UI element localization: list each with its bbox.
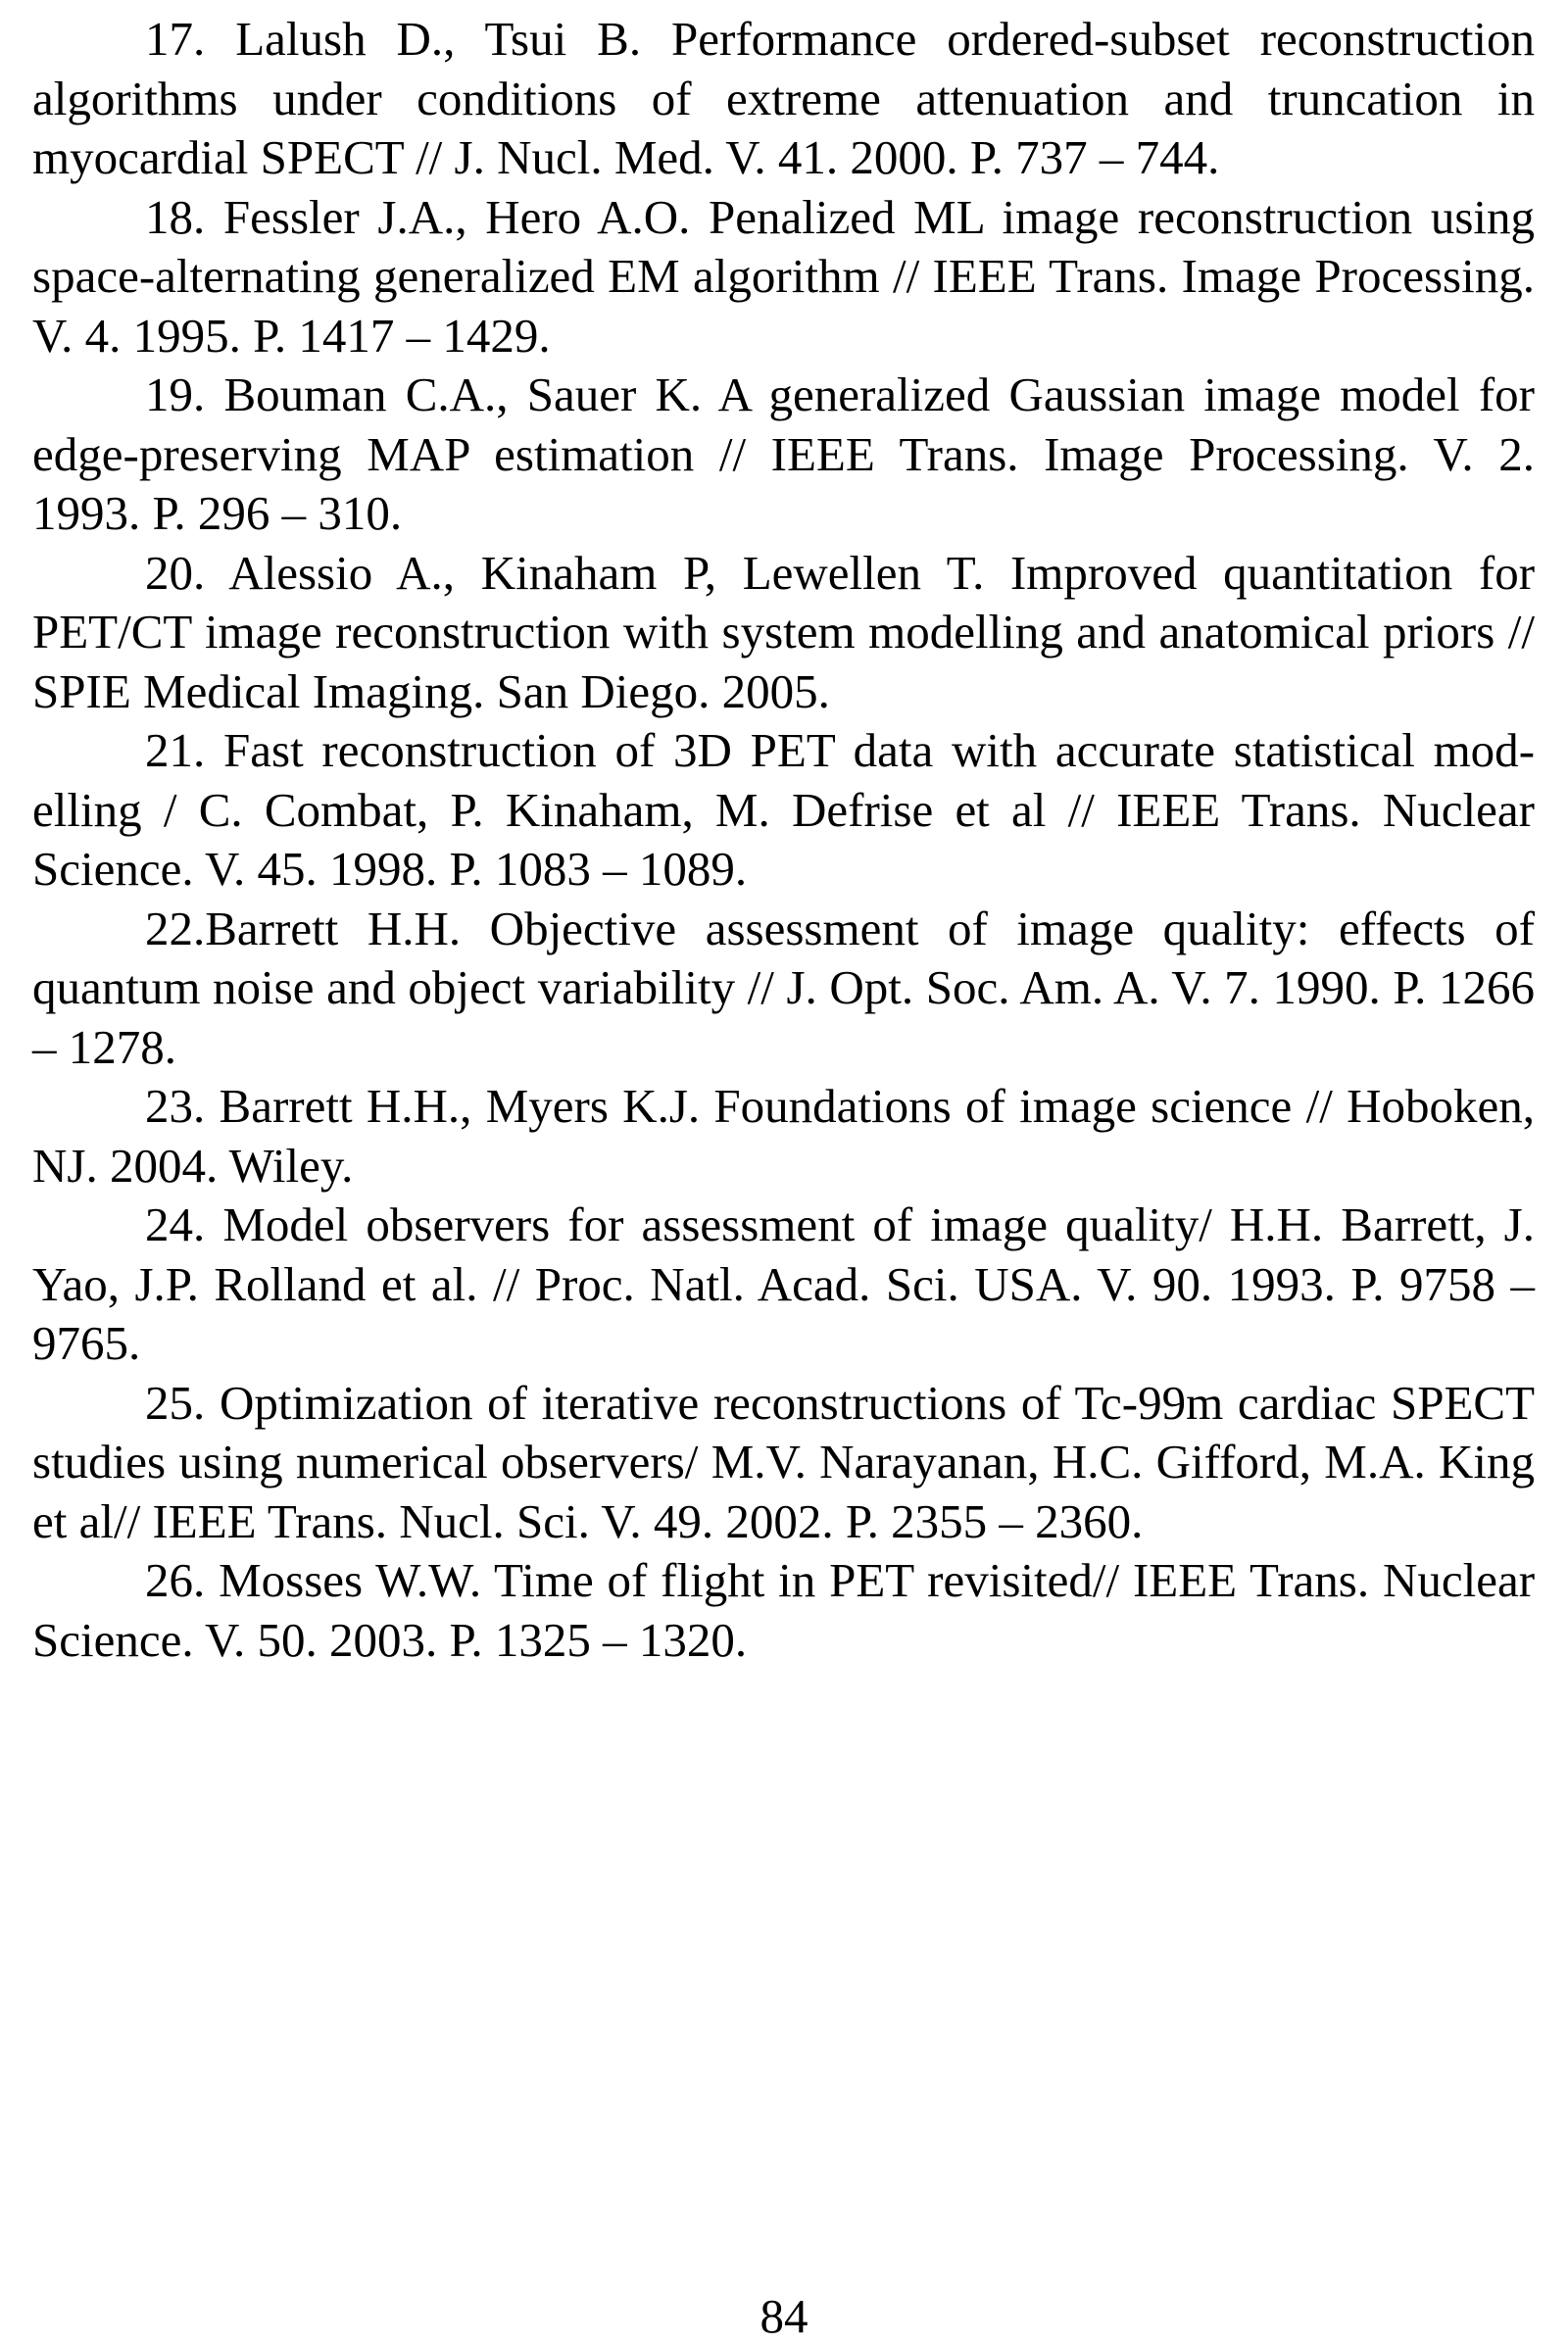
page-number: 84: [760, 2289, 808, 2343]
reference-text: Barrett H.H., Myers K.J. Foundations of image science // Hoboken, NJ. 2004. Wiley.: [32, 1079, 1535, 1193]
reference-entry-24: [32, 1196, 1535, 1374]
reference-text: Fessler J.A., Hero A.O. Penalized ML image reconstruction using space-alternating generalized EM algorithm // IEEE Trans. Image Processing. V. 4. 1995. P. 1417 – 1429.: [32, 189, 1535, 363]
reference-number: 21.: [145, 723, 206, 777]
reference-entry-20: [32, 544, 1535, 722]
reference-number: 18.: [145, 189, 206, 244]
reference-number: 17.: [145, 12, 206, 66]
reference-entry-22: [32, 900, 1535, 1078]
reference-number: 25.: [145, 1375, 206, 1430]
reference-text: Optimization of iterative reconstructions of Tc-99m cardiac SPECT studies using numerical observers/ M.V. Narayanan, H.C. Gifford, M.A. King et al// IEEE Trans. Nucl. Sci. V. 49. 2002. P. 2355 – 2360.: [32, 1375, 1536, 1548]
reference-number: 24.: [145, 1197, 206, 1251]
reference-text: Model observers for assessment of image quality/ H.H. Barrett, J. Yao, J.P. Rolland et al. // Proc. Natl. Acad. Sci. USA. V. 90. 1993. P. 9758 – 9765.: [32, 1197, 1536, 1370]
reference-entry-25: [32, 1374, 1535, 1552]
reference-text: Barrett H.H. Objective assessment of image quality: effects of quantum noise and object variability // J. Opt. Soc. Am. A. V. 7. 1990. P. 1266 – 1278.: [32, 901, 1535, 1074]
reference-entry-17: [32, 10, 1535, 188]
reference-entry-19: [32, 366, 1535, 544]
reference-list: [32, 10, 1535, 1670]
reference-entry-18: [32, 188, 1535, 366]
reference-text: Fast reconstruction of 3D PET data with accurate statistical modelling / C. Combat, P. Kinaham, M. Defrise et al // IEEE Trans. Nuclear Science. V. 45. 1998. P. 1083 – 1089.: [32, 723, 1536, 896]
reference-text: Bouman C.A., Sauer K. A generalized Gaussian image model for edge-preserving MAP estimation // IEEE Trans. Image Processing. V. 2. 1993. P. 296 – 310.: [32, 367, 1535, 540]
reference-text: Mosses W.W. Time of flight in PET revisited// IEEE Trans. Nuclear Science. V. 50. 2003. P. 1325 – 1320.: [32, 1553, 1536, 1667]
reference-entry-21: [32, 721, 1535, 900]
reference-entry-26: [32, 1551, 1535, 1670]
reference-text: Lalush D., Tsui B. Performance ordered-subset reconstruction algorithms under conditions of extreme attenuation and truncation in myocardial SPECT // J. Nucl. Med. V. 41. 2000. P. 737 – 744.: [32, 12, 1536, 184]
reference-number: 19.: [145, 367, 206, 421]
reference-entry-23: [32, 1077, 1535, 1196]
reference-text: Alessio A., Kinaham P, Lewellen T. Improved quantitation for PET/CT image reconstruction with system modelling and anatomical priors // SPIE Medical Imaging. San Diego. 2005.: [32, 545, 1536, 718]
reference-number: 22.: [145, 901, 206, 955]
reference-number: 23.: [145, 1079, 206, 1133]
reference-number: 26.: [145, 1553, 206, 1607]
reference-number: 20.: [145, 545, 206, 600]
